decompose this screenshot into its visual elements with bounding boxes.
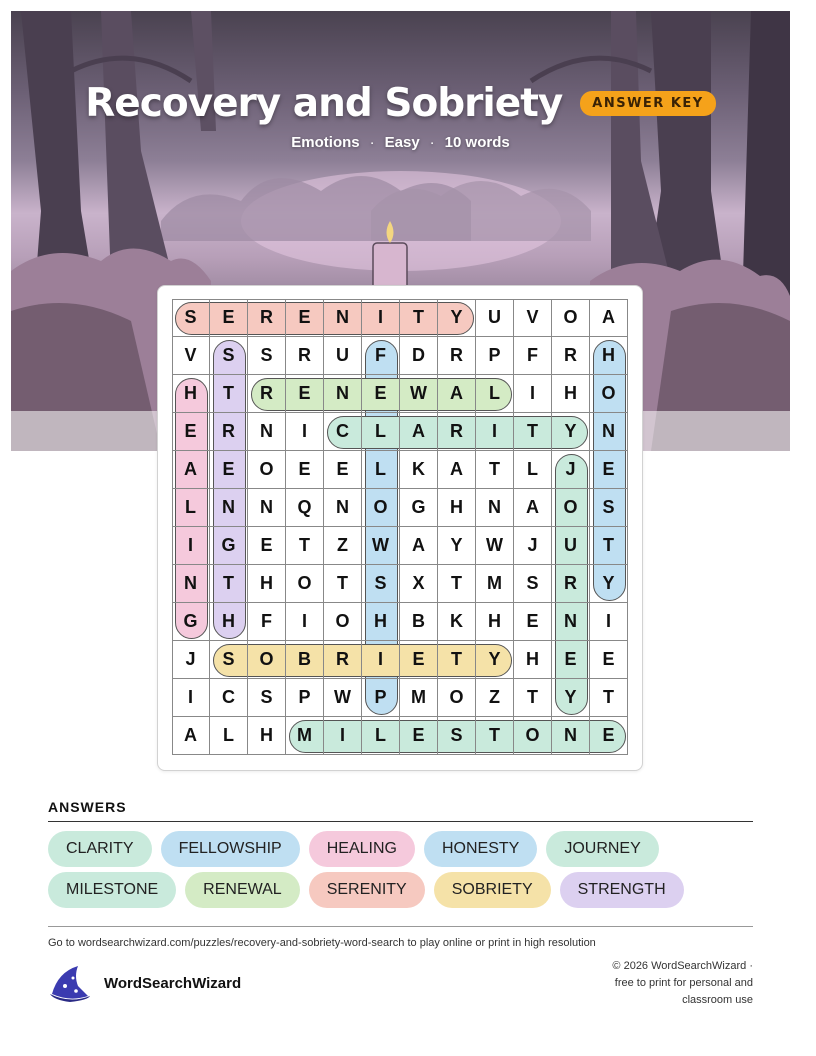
divider bbox=[48, 926, 753, 927]
grid-cell[interactable]: E bbox=[172, 413, 210, 451]
grid-cell[interactable]: L bbox=[210, 717, 248, 755]
grid-cell[interactable]: W bbox=[476, 527, 514, 565]
grid-cell[interactable]: E bbox=[514, 603, 552, 641]
grid-cell[interactable]: A bbox=[172, 717, 210, 755]
grid-cell[interactable]: S bbox=[248, 337, 286, 375]
grid-cell[interactable]: Q bbox=[286, 489, 324, 527]
grid-cell[interactable]: H bbox=[172, 375, 210, 413]
grid-cell[interactable]: E bbox=[590, 641, 628, 679]
grid-cell[interactable]: Z bbox=[476, 679, 514, 717]
grid-cell[interactable]: S bbox=[514, 565, 552, 603]
grid-cell[interactable]: H bbox=[590, 337, 628, 375]
grid-cell[interactable]: E bbox=[400, 717, 438, 755]
grid-cell[interactable]: J bbox=[514, 527, 552, 565]
grid-cell[interactable]: L bbox=[362, 717, 400, 755]
grid-cell[interactable]: C bbox=[210, 679, 248, 717]
grid-cell[interactable]: V bbox=[514, 299, 552, 337]
grid-cell[interactable]: T bbox=[476, 717, 514, 755]
grid-cell[interactable]: V bbox=[172, 337, 210, 375]
grid-cell[interactable]: E bbox=[286, 451, 324, 489]
brand-name: WordSearchWizard bbox=[104, 975, 242, 992]
puzzle-meta bbox=[11, 134, 790, 151]
grid-cell[interactable]: N bbox=[324, 489, 362, 527]
grid-cell[interactable]: R bbox=[552, 337, 590, 375]
grid-cell[interactable]: N bbox=[248, 489, 286, 527]
grid-cell[interactable]: A bbox=[514, 489, 552, 527]
grid-cell[interactable]: H bbox=[248, 717, 286, 755]
answer-word-pill: RENEWAL bbox=[185, 872, 300, 908]
grid-cell[interactable]: S bbox=[210, 641, 248, 679]
grid-cell[interactable]: L bbox=[514, 451, 552, 489]
grid-cell[interactable]: I bbox=[362, 299, 400, 337]
answer-key-badge: ANSWER KEY bbox=[580, 91, 715, 116]
play-online-link[interactable]: Go to wordsearchwizard.com/puzzles/recovery-and-sobriety-word-search to play online or print in high resolution bbox=[48, 937, 596, 949]
grid-cell[interactable]: B bbox=[400, 603, 438, 641]
grid-cell[interactable]: R bbox=[248, 299, 286, 337]
grid-cell[interactable]: I bbox=[172, 527, 210, 565]
grid-cell[interactable]: I bbox=[362, 641, 400, 679]
answer-word-pill: JOURNEY bbox=[546, 831, 658, 867]
grid-cell[interactable]: W bbox=[324, 679, 362, 717]
answer-word-pill: FELLOWSHIP bbox=[161, 831, 300, 867]
copyright-notice bbox=[563, 958, 753, 1009]
grid-cell[interactable]: U bbox=[552, 527, 590, 565]
grid-cell[interactable]: A bbox=[438, 375, 476, 413]
grid-cell[interactable]: F bbox=[248, 603, 286, 641]
grid-cell[interactable]: Y bbox=[552, 413, 590, 451]
grid-cell[interactable]: N bbox=[552, 603, 590, 641]
answers-list bbox=[48, 831, 768, 913]
grid-cell[interactable]: R bbox=[438, 413, 476, 451]
grid-cell[interactable]: K bbox=[438, 603, 476, 641]
grid-cell[interactable]: E bbox=[248, 527, 286, 565]
grid-cell[interactable]: J bbox=[172, 641, 210, 679]
grid-cell[interactable]: S bbox=[590, 489, 628, 527]
grid-cell[interactable]: O bbox=[552, 299, 590, 337]
grid-cell[interactable]: I bbox=[324, 717, 362, 755]
grid-cell[interactable]: T bbox=[514, 413, 552, 451]
divider bbox=[48, 821, 753, 822]
grid-cell[interactable]: G bbox=[172, 603, 210, 641]
answer-word-pill: MILESTONE bbox=[48, 872, 176, 908]
grid-cell[interactable]: M bbox=[400, 679, 438, 717]
grid-cell[interactable]: I bbox=[476, 413, 514, 451]
grid-cell[interactable]: S bbox=[362, 565, 400, 603]
grid-cell[interactable]: I bbox=[514, 375, 552, 413]
grid-cell[interactable]: R bbox=[324, 641, 362, 679]
grid-cell[interactable]: T bbox=[590, 527, 628, 565]
grid-cell[interactable]: C bbox=[324, 413, 362, 451]
grid-cell[interactable]: M bbox=[286, 717, 324, 755]
grid-cell[interactable]: H bbox=[438, 489, 476, 527]
grid-cell[interactable]: I bbox=[172, 679, 210, 717]
grid-cell[interactable]: W bbox=[400, 375, 438, 413]
grid-cell[interactable]: T bbox=[324, 565, 362, 603]
grid-cell[interactable]: O bbox=[438, 679, 476, 717]
grid-cell[interactable]: T bbox=[438, 641, 476, 679]
grid-cell[interactable]: T bbox=[590, 679, 628, 717]
grid-cell[interactable]: Y bbox=[590, 565, 628, 603]
copyright-line: free to print for personal and bbox=[614, 977, 753, 989]
grid-cell[interactable]: R bbox=[210, 413, 248, 451]
grid-cell[interactable]: M bbox=[476, 565, 514, 603]
answer-word-pill: HEALING bbox=[309, 831, 415, 867]
grid-cell[interactable]: N bbox=[590, 413, 628, 451]
grid-cell[interactable]: P bbox=[476, 337, 514, 375]
page-title: Recovery and Sobriety bbox=[85, 81, 563, 126]
grid-cell[interactable]: H bbox=[210, 603, 248, 641]
grid-cell[interactable]: N bbox=[324, 375, 362, 413]
grid-cell[interactable]: A bbox=[590, 299, 628, 337]
grid-cell[interactable]: G bbox=[210, 527, 248, 565]
grid-cell[interactable]: J bbox=[552, 451, 590, 489]
grid-cell[interactable]: R bbox=[248, 375, 286, 413]
answer-word-pill: HONESTY bbox=[424, 831, 537, 867]
grid-cell[interactable]: Z bbox=[324, 527, 362, 565]
grid-cell[interactable]: E bbox=[362, 375, 400, 413]
grid-cell[interactable]: W bbox=[362, 527, 400, 565]
grid-cell[interactable]: H bbox=[362, 603, 400, 641]
grid-cell[interactable]: E bbox=[286, 375, 324, 413]
grid-cell[interactable]: E bbox=[286, 299, 324, 337]
grid-cell[interactable]: H bbox=[476, 603, 514, 641]
grid-cell[interactable]: R bbox=[438, 337, 476, 375]
grid-cell[interactable]: E bbox=[400, 641, 438, 679]
grid-cell[interactable]: Y bbox=[476, 641, 514, 679]
grid-cell[interactable]: L bbox=[362, 413, 400, 451]
grid-cell[interactable]: Y bbox=[438, 527, 476, 565]
grid-cell[interactable]: T bbox=[514, 679, 552, 717]
grid-cell[interactable]: N bbox=[172, 565, 210, 603]
grid-cell[interactable]: A bbox=[400, 527, 438, 565]
answer-word-pill: SOBRIETY bbox=[434, 872, 551, 908]
grid-cell[interactable]: T bbox=[210, 375, 248, 413]
grid-cell[interactable]: I bbox=[590, 603, 628, 641]
grid-cell[interactable]: O bbox=[590, 375, 628, 413]
grid-cell[interactable]: T bbox=[286, 527, 324, 565]
grid-cell[interactable]: U bbox=[476, 299, 514, 337]
grid-cell[interactable]: T bbox=[476, 451, 514, 489]
grid-cell[interactable]: U bbox=[324, 337, 362, 375]
grid-cell[interactable]: T bbox=[400, 299, 438, 337]
grid-cell[interactable]: P bbox=[286, 679, 324, 717]
grid-cell[interactable]: G bbox=[400, 489, 438, 527]
grid-cell[interactable]: Y bbox=[438, 299, 476, 337]
grid-cell[interactable]: S bbox=[248, 679, 286, 717]
grid-cell[interactable]: S bbox=[438, 717, 476, 755]
grid-cell[interactable]: O bbox=[362, 489, 400, 527]
answer-word-pill: CLARITY bbox=[48, 831, 152, 867]
grid-cell[interactable]: A bbox=[172, 451, 210, 489]
grid-cell[interactable]: L bbox=[362, 451, 400, 489]
word-count-label: 10 words bbox=[444, 134, 510, 151]
grid-cell[interactable]: H bbox=[552, 375, 590, 413]
grid-cell[interactable]: R bbox=[286, 337, 324, 375]
grid-cell[interactable]: E bbox=[324, 451, 362, 489]
grid-cell[interactable]: N bbox=[552, 717, 590, 755]
grid-cell[interactable]: B bbox=[286, 641, 324, 679]
wizard-hat-icon bbox=[48, 964, 92, 1004]
copyright-line: classroom use bbox=[682, 994, 753, 1006]
grid-cell[interactable]: D bbox=[400, 337, 438, 375]
grid-cell[interactable]: A bbox=[400, 413, 438, 451]
grid-cell[interactable]: O bbox=[514, 717, 552, 755]
grid-cell[interactable]: R bbox=[552, 565, 590, 603]
meta-separator: · bbox=[429, 134, 435, 151]
grid-cell[interactable]: I bbox=[286, 413, 324, 451]
difficulty-label: Easy bbox=[384, 134, 420, 151]
grid-cell[interactable]: P bbox=[362, 679, 400, 717]
answers-heading: ANSWERS bbox=[48, 799, 127, 815]
grid-cell[interactable]: K bbox=[400, 451, 438, 489]
grid-cell[interactable]: N bbox=[324, 299, 362, 337]
grid-cell[interactable]: O bbox=[248, 641, 286, 679]
grid-cell[interactable]: F bbox=[362, 337, 400, 375]
grid-cell[interactable]: L bbox=[172, 489, 210, 527]
grid-cell[interactable]: H bbox=[248, 565, 286, 603]
grid-cell[interactable]: N bbox=[248, 413, 286, 451]
grid-cell[interactable]: F bbox=[514, 337, 552, 375]
grid-cell[interactable]: T bbox=[210, 565, 248, 603]
grid-cell[interactable]: I bbox=[286, 603, 324, 641]
grid-cell[interactable]: E bbox=[210, 451, 248, 489]
grid-cell[interactable]: O bbox=[324, 603, 362, 641]
category-label: Emotions bbox=[291, 134, 360, 151]
grid-cell[interactable]: E bbox=[590, 717, 628, 755]
grid-cell[interactable]: A bbox=[438, 451, 476, 489]
meta-separator: · bbox=[369, 134, 375, 151]
grid-cell[interactable]: E bbox=[590, 451, 628, 489]
grid-cell[interactable]: L bbox=[476, 375, 514, 413]
answer-word-pill: SERENITY bbox=[309, 872, 425, 908]
grid-cell[interactable]: E bbox=[552, 641, 590, 679]
copyright-line: © 2026 WordSearchWizard · bbox=[612, 960, 753, 972]
answer-word-pill: STRENGTH bbox=[560, 872, 684, 908]
grid-cell[interactable]: N bbox=[210, 489, 248, 527]
grid-cell[interactable]: O bbox=[286, 565, 324, 603]
grid-cell[interactable]: S bbox=[172, 299, 210, 337]
grid-cell[interactable]: O bbox=[248, 451, 286, 489]
grid-cell[interactable]: O bbox=[552, 489, 590, 527]
grid-cell[interactable]: E bbox=[210, 299, 248, 337]
grid-cell[interactable]: Y bbox=[552, 679, 590, 717]
letter-grid bbox=[172, 299, 628, 755]
grid-cell[interactable]: S bbox=[210, 337, 248, 375]
grid-cell[interactable]: X bbox=[400, 565, 438, 603]
grid-cell[interactable]: T bbox=[438, 565, 476, 603]
grid-cell[interactable]: N bbox=[476, 489, 514, 527]
grid-cell[interactable]: H bbox=[514, 641, 552, 679]
